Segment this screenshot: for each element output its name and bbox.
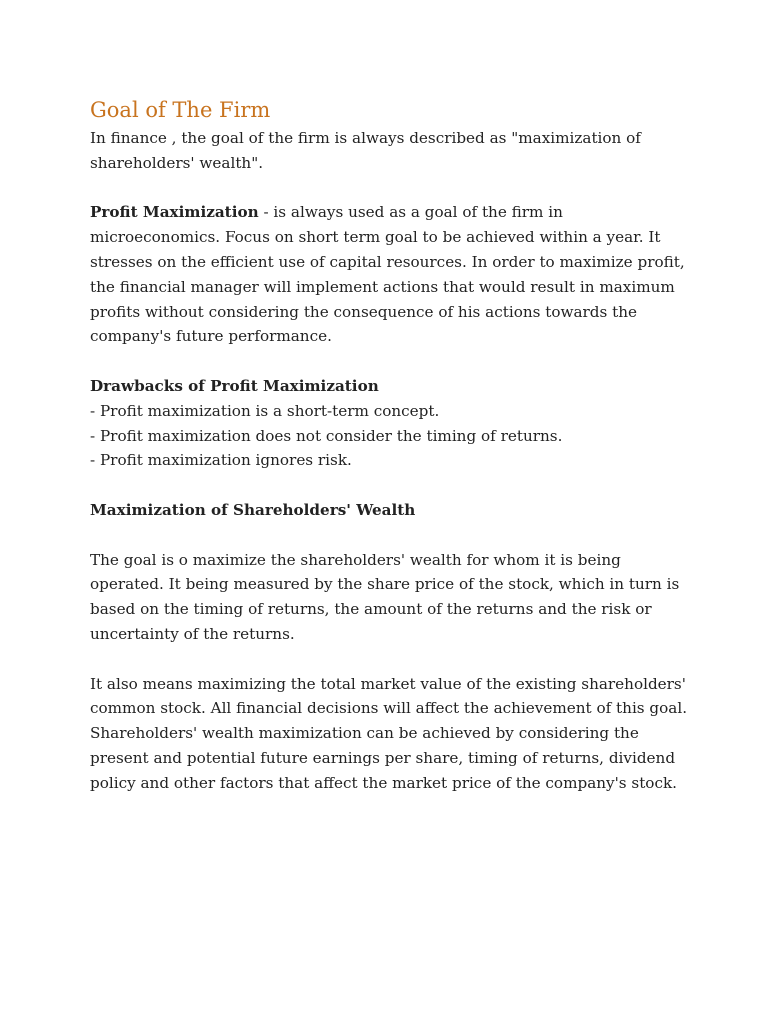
intro-paragraph: In finance , the goal of the firm is always described as "maximization of shareholders' wealth".: [90, 129, 641, 172]
wealth-paragraph-1: The goal is o maximize the shareholders' wealth for whom it is being operated. It being measured by the share price of the stock, which in turn is based on the timing of returns, the amount of the returns and the risk or uncertainty of the returns.: [90, 550, 680, 643]
profit-maximization-paragraph: [90, 200, 690, 349]
drawback-item: - Profit maximization ignores risk.: [90, 451, 352, 470]
wealth-heading: Maximization of Shareholders' Wealth: [90, 500, 416, 519]
spacer: [90, 473, 690, 498]
spacer: [90, 176, 690, 201]
document-page: [90, 94, 690, 796]
spacer: [90, 523, 690, 548]
drawback-item: - Profit maximization does not consider the timing of returns.: [90, 426, 563, 445]
drawback-item: - Profit maximization is a short-term concept.: [90, 401, 440, 420]
page-title: Goal of The Firm: [90, 98, 271, 122]
spacer: [90, 349, 690, 374]
profit-maximization-text: - is always used as a goal of the firm in microeconomics. Focus on short term goal to be achieved within a year. It stresses on the efficient use of capital resources. In order to maximize profit, the financial manager will implement actions that would result in maximum profits without considering the consequence of his actions towards the company's future performance.: [90, 203, 685, 346]
wealth-paragraph-2: It also means maximizing the total market value of the existing shareholders' common stock. All financial decisions will affect the achievement of this goal. Shareholders' wealth maximization can be achieved by considering the present and potential future earnings per share, timing of returns, dividend policy and other factors that affect the market price of the company's stock.: [90, 674, 688, 792]
spacer: [90, 647, 690, 672]
drawbacks-heading: Drawbacks of Profit Maximization: [90, 376, 379, 395]
profit-maximization-term: Profit Maximization: [90, 203, 259, 222]
